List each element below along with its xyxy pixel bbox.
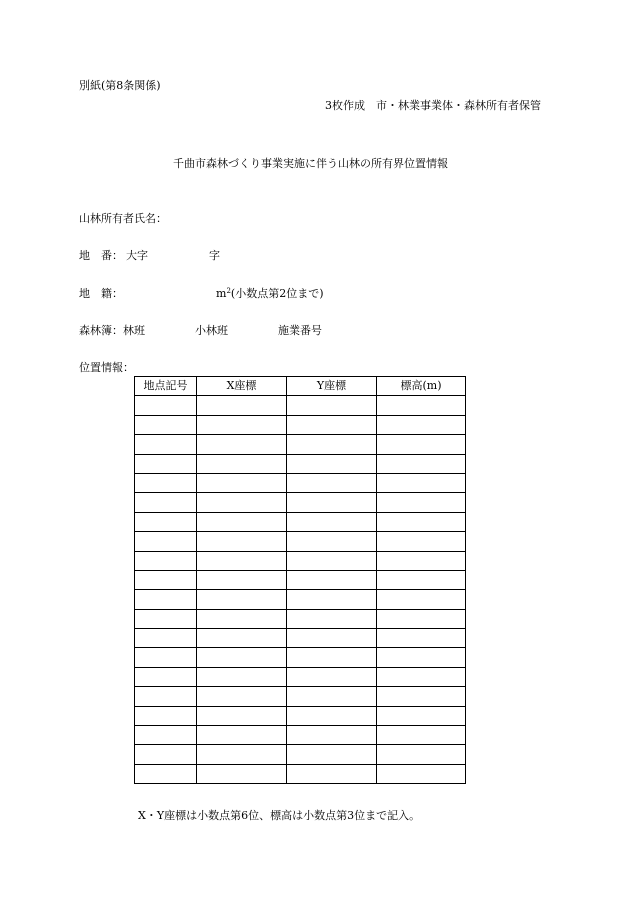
table-cell[interactable] — [197, 687, 287, 706]
table-cell[interactable] — [287, 629, 377, 648]
column-header-elevation: 標高(m) — [377, 377, 466, 396]
column-header-x-coordinate: X座標 — [197, 377, 287, 396]
table-cell[interactable] — [377, 473, 466, 492]
footnote: X・Y座標は小数点第6位、標高は小数点第3位まで記入。 — [138, 809, 421, 822]
table-cell[interactable] — [377, 493, 466, 512]
table-cell[interactable] — [197, 726, 287, 745]
table-cell[interactable] — [377, 609, 466, 628]
table-cell[interactable] — [377, 667, 466, 686]
table-cell[interactable] — [135, 726, 197, 745]
table-row — [135, 745, 466, 764]
table-cell[interactable] — [377, 706, 466, 725]
appendix-label: 別紙(第8条関係) — [79, 79, 161, 92]
table-row — [135, 454, 466, 473]
table-cell[interactable] — [377, 590, 466, 609]
table-cell[interactable] — [287, 512, 377, 531]
table-row — [135, 532, 466, 551]
lot-oaza-label: 大字 — [126, 249, 148, 262]
table-cell[interactable] — [377, 726, 466, 745]
table-cell[interactable] — [287, 706, 377, 725]
table-cell[interactable] — [377, 764, 466, 783]
table-cell[interactable] — [287, 726, 377, 745]
forest-stand-label: 林班 — [123, 324, 145, 337]
table-cell[interactable] — [197, 667, 287, 686]
table-cell[interactable] — [135, 667, 197, 686]
table-cell[interactable] — [197, 473, 287, 492]
table-cell[interactable] — [135, 590, 197, 609]
area-unit — [216, 287, 324, 301]
table-row — [135, 493, 466, 512]
area-unit-exponent: 2 — [226, 287, 231, 295]
table-cell[interactable] — [287, 415, 377, 434]
table-cell[interactable] — [135, 551, 197, 570]
table-row — [135, 551, 466, 570]
table-cell[interactable] — [135, 745, 197, 764]
table-cell[interactable] — [197, 745, 287, 764]
table-cell[interactable] — [135, 493, 197, 512]
table-row — [135, 512, 466, 531]
table-cell[interactable] — [135, 396, 197, 415]
table-cell[interactable] — [377, 551, 466, 570]
table-cell[interactable] — [135, 648, 197, 667]
table-cell[interactable] — [197, 493, 287, 512]
table-cell[interactable] — [377, 415, 466, 434]
table-cell[interactable] — [197, 512, 287, 531]
table-cell[interactable] — [135, 473, 197, 492]
table-row — [135, 687, 466, 706]
table-cell[interactable] — [287, 454, 377, 473]
table-row — [135, 667, 466, 686]
table-cell[interactable] — [377, 435, 466, 454]
forest-substand-label: 小林班 — [195, 324, 228, 337]
table-cell[interactable] — [197, 532, 287, 551]
forest-register-label — [79, 324, 145, 338]
table-row — [135, 609, 466, 628]
table-cell[interactable] — [197, 706, 287, 725]
table-cell[interactable] — [287, 435, 377, 454]
table-row — [135, 706, 466, 725]
owner-name-label: 山林所有者氏名： — [79, 212, 167, 225]
table-cell[interactable] — [197, 415, 287, 434]
table-cell[interactable] — [287, 648, 377, 667]
coordinates-table — [134, 376, 466, 784]
table-cell[interactable] — [287, 590, 377, 609]
table-cell[interactable] — [135, 532, 197, 551]
table-cell[interactable] — [377, 454, 466, 473]
table-cell[interactable] — [197, 551, 287, 570]
area-unit-symbol: m — [216, 287, 227, 300]
table-cell[interactable] — [287, 532, 377, 551]
area-precision-note: (小数点第2位まで) — [230, 287, 324, 300]
table-row — [135, 396, 466, 415]
table-cell[interactable] — [135, 435, 197, 454]
project-number-label: 施業番号 — [278, 324, 322, 337]
table-cell[interactable] — [377, 570, 466, 589]
location-info-label: 位置情報： — [79, 361, 134, 374]
table-cell[interactable] — [287, 570, 377, 589]
table-cell[interactable] — [287, 745, 377, 764]
table-cell[interactable] — [135, 706, 197, 725]
table-cell[interactable] — [287, 493, 377, 512]
table-cell[interactable] — [287, 473, 377, 492]
table-cell[interactable] — [135, 454, 197, 473]
table-cell[interactable] — [197, 764, 287, 783]
table-cell[interactable] — [377, 629, 466, 648]
table-cell[interactable] — [197, 570, 287, 589]
table-cell[interactable] — [197, 396, 287, 415]
table-cell[interactable] — [197, 454, 287, 473]
table-cell[interactable] — [135, 512, 197, 531]
table-row — [135, 629, 466, 648]
table-cell[interactable] — [135, 609, 197, 628]
table-cell[interactable] — [197, 648, 287, 667]
table-cell[interactable] — [287, 687, 377, 706]
table-row — [135, 648, 466, 667]
table-cell[interactable] — [377, 687, 466, 706]
table-cell[interactable] — [197, 629, 287, 648]
table-cell[interactable] — [377, 532, 466, 551]
table-cell[interactable] — [287, 551, 377, 570]
table-cell[interactable] — [135, 764, 197, 783]
document-title: 千曲市森林づくり事業実施に伴う山林の所有界位置情報 — [173, 157, 448, 170]
table-cell[interactable] — [287, 667, 377, 686]
table-cell[interactable] — [197, 609, 287, 628]
table-row — [135, 726, 466, 745]
lot-aza-label: 字 — [209, 249, 220, 262]
column-header-y-coordinate: Y座標 — [287, 377, 377, 396]
copies-note: 3枚作成 市・林業事業体・森林所有者保管 — [325, 99, 541, 112]
table-row — [135, 435, 466, 454]
forest-register-prefix: 森林簿： — [79, 324, 123, 337]
table-cell[interactable] — [287, 764, 377, 783]
column-header-point-id: 地点記号 — [135, 377, 197, 396]
table-cell[interactable] — [197, 435, 287, 454]
table-header-row — [135, 377, 466, 396]
table-cell[interactable] — [135, 415, 197, 434]
table-row — [135, 570, 466, 589]
lot-number-label: 地 番： — [79, 249, 123, 262]
table-cell[interactable] — [377, 512, 466, 531]
table-cell[interactable] — [377, 745, 466, 764]
table-row — [135, 590, 466, 609]
table-cell[interactable] — [135, 687, 197, 706]
table-cell[interactable] — [377, 396, 466, 415]
table-cell[interactable] — [287, 609, 377, 628]
table-cell[interactable] — [135, 629, 197, 648]
table-cell[interactable] — [135, 570, 197, 589]
table-row — [135, 473, 466, 492]
table-cell[interactable] — [287, 396, 377, 415]
area-label: 地 籍： — [79, 287, 123, 300]
table-body — [135, 396, 466, 784]
table-row — [135, 415, 466, 434]
table-row — [135, 764, 466, 783]
table-cell[interactable] — [377, 648, 466, 667]
table-cell[interactable] — [197, 590, 287, 609]
